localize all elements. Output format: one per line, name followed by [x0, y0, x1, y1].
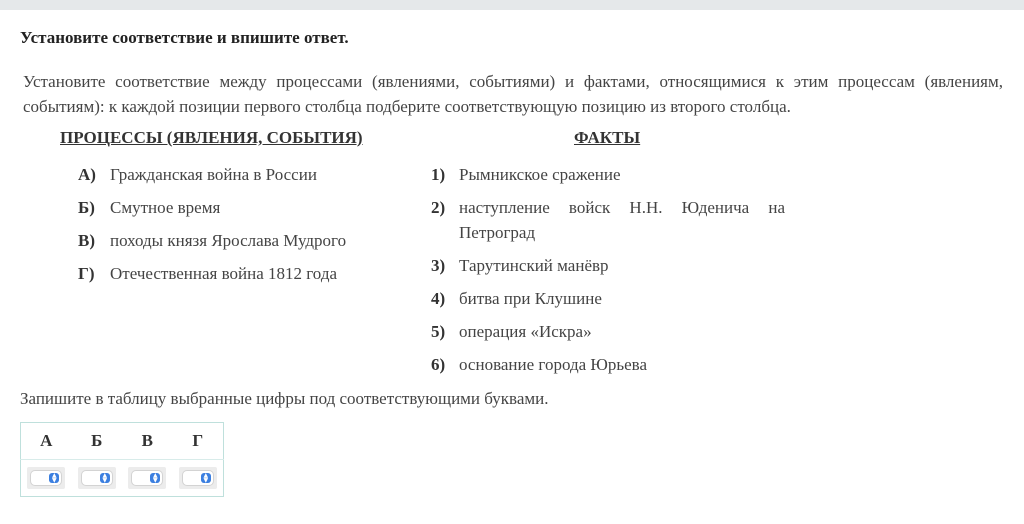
- list-item: [78, 162, 408, 187]
- item-text: походы князя Ярослава Мудрого: [110, 231, 347, 250]
- select-box: [82, 471, 112, 485]
- item-marker: 5): [431, 322, 446, 341]
- facts-list: [431, 162, 791, 385]
- item-marker: 2): [431, 198, 446, 217]
- select-box: [183, 471, 213, 485]
- answer-select-v[interactable]: [128, 467, 166, 489]
- item-text: Смутное время: [110, 198, 221, 217]
- item-text: Отечественная война 1812 года: [110, 264, 338, 283]
- list-item: [78, 261, 408, 286]
- item-text-line: Петроград: [459, 223, 536, 242]
- select-arrows-icon: ▲ ▼: [201, 473, 211, 483]
- item-marker: 4): [431, 289, 446, 308]
- facts-column-header: ФАКТЫ: [574, 128, 641, 147]
- processes-column-header: ПРОЦЕССЫ (ЯВЛЕНИЯ, СОБЫТИЯ): [60, 128, 363, 147]
- item-text: [459, 195, 785, 245]
- answer-cell: [173, 460, 224, 497]
- item-text: битва при Клушине: [459, 289, 602, 308]
- item-text: Рымникское сражение: [459, 165, 621, 184]
- answer-cell: [72, 460, 123, 497]
- item-marker: В): [78, 231, 95, 250]
- answer-select-a[interactable]: [27, 467, 65, 489]
- list-item: [431, 162, 791, 187]
- answer-instruction: Запишите в таблицу выбранные цифры под соответствующими буквами.: [20, 389, 549, 408]
- list-item: [78, 195, 408, 220]
- item-text: Гражданская война в России: [110, 165, 317, 184]
- select-box: [31, 471, 61, 485]
- item-text: основание города Юрьева: [459, 355, 648, 374]
- item-marker: 1): [431, 165, 446, 184]
- item-marker: 3): [431, 256, 446, 275]
- top-bar: [0, 0, 1024, 10]
- answer-header: Г: [173, 423, 224, 460]
- list-item: [78, 228, 408, 253]
- answer-header: В: [122, 423, 173, 460]
- item-text: операция «Искра»: [459, 322, 592, 341]
- answer-header: Б: [72, 423, 123, 460]
- task-title: Установите соответствие и впишите ответ.: [20, 28, 349, 47]
- item-marker: 6): [431, 355, 446, 374]
- item-text-line: наступление войск Н.Н. Юденича на: [459, 198, 785, 217]
- item-marker: Б): [78, 198, 95, 217]
- answer-header: А: [21, 423, 72, 460]
- answer-table: [20, 422, 224, 497]
- processes-list: [78, 162, 408, 294]
- answer-cell: [21, 460, 72, 497]
- answer-cell: [122, 460, 173, 497]
- list-item: [431, 286, 791, 311]
- item-marker: А): [78, 165, 96, 184]
- answer-select-g[interactable]: [179, 467, 217, 489]
- item-marker: Г): [78, 264, 95, 283]
- answer-select-b[interactable]: [78, 467, 116, 489]
- list-item: [431, 319, 791, 344]
- item-text: Тарутинский манёвр: [459, 256, 609, 275]
- list-item: [431, 352, 791, 377]
- list-item: [431, 253, 791, 278]
- list-item: [431, 195, 791, 245]
- select-box: [132, 471, 162, 485]
- task-text: Установите соответствие между процессами (явлениями, событиями) и фактами, относящимися к этим процессам (явлениям, событиям): к каждой позиции первого столбца подберите соответствующую позицию из второго столбца.: [23, 72, 1003, 116]
- select-arrows-icon: ▲ ▼: [49, 473, 59, 483]
- select-arrows-icon: ▲ ▼: [100, 473, 110, 483]
- select-arrows-icon: ▲ ▼: [150, 473, 160, 483]
